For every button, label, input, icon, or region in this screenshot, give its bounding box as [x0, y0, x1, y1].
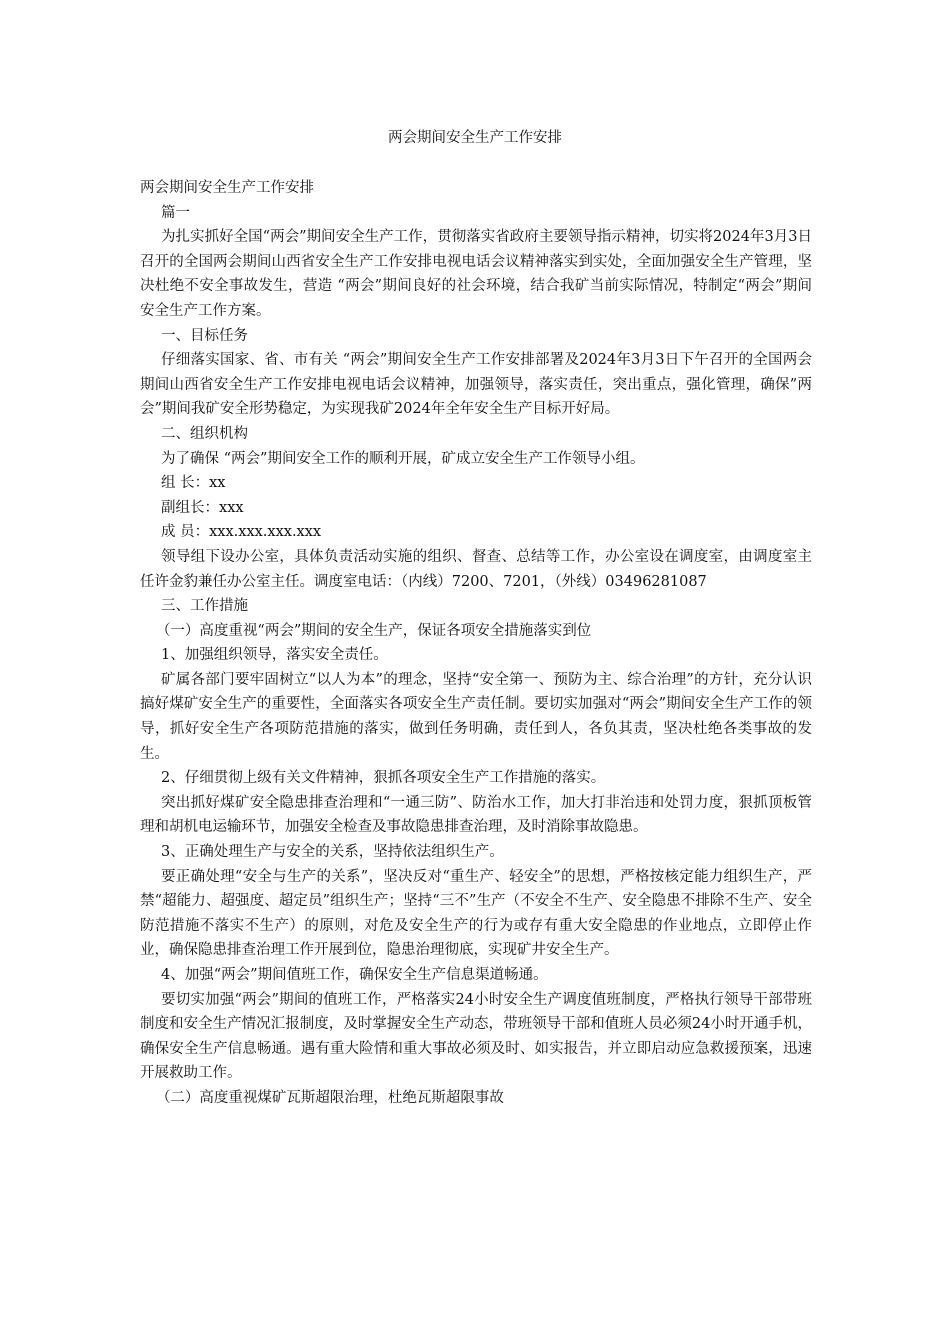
leader-line: 组 长：xx [161, 475, 226, 492]
section-heading: 三、工作措施 [161, 598, 249, 615]
deputy-leader-line: 副组长：xxx [161, 499, 244, 516]
numbered-item: 4、加强“两会”期间值班工作，确保安全生产信息渠道畅通。 [161, 967, 548, 983]
subsection-heading: （一）高度重视“两会”期间的安全生产，保证各项安全措施落实到位 [155, 622, 592, 639]
paragraph: 矿属各部门要牢固树立“以人为本”的理念，坚持“安全第一、预防为主、综合治理”的方针，充分认识搞好煤矿安全生产的重要性，全面落实各项安全生产责任制。要切实加强对“两会”期间安全生产工作的领导，抓好安全生产各项防范措施的落实，做到任务明确，责任到人，各负其责，坚决杜绝各类事故的发生。 [140, 671, 812, 762]
paragraph: 仔细落实国家、省、市有关 “两会”期间安全生产工作安排部署及2024年3月3日下午召开的全国两会期间山西省安全生产工作安排电视电话会议精神，加强领导，落实责任，突出重点，强化管理，确保”两会”期间我矿安全形势稳定，为实现我矿2024年全年安全生产目标开好局。 [140, 352, 812, 418]
paragraph: 要正确处理“安全与生产的关系”，坚决反对“重生产、轻安全”的思想，严格按核定能力组织生产，严禁“超能力、超强度、超定员”组织生产；坚持“三不”生产（不安全不生产、安全隐患不排除不生产、安全防范措施不落实不生产）的原则，对危及安全生产的行为或存有重大安全隐患的作业地点，立即停止作业，确保隐患排查治理工作开展到位，隐患治理彻底，实现矿井安全生产。 [140, 868, 812, 959]
paragraph: 突出抓好煤矿安全隐患排查治理和“一通三防”、防治水工作，加大打非治违和处罚力度，狠抓顶板管理和胡机电运输环节，加强安全检查及事故隐患排查治理，及时消除事故隐患。 [140, 794, 812, 836]
numbered-item: 3、正确处理生产与安全的关系，坚持依法组织生产。 [161, 844, 504, 861]
paragraph: 为了确保 “两会”期间安全工作的顺利开展，矿成立安全生产工作领导小组。 [161, 450, 645, 467]
members-line: 成 员：xxx.xxx.xxx.xxx [161, 524, 322, 541]
document-title: 两会期间安全生产工作安排 [388, 130, 562, 146]
subsection-heading: （二）高度重视煤矿瓦斯超限治理，杜绝瓦斯超限事故 [155, 1089, 504, 1106]
paragraph: 领导组下设办公室，具体负责活动实施的组织、督查、总结等工作，办公室设在调度室，由调度室主任许金豹兼任办公室主任。调度室电话：（内线）7200、7201，（外线）03496281087 [140, 548, 812, 590]
numbered-item: 1、加强组织领导，落实安全责任。 [161, 647, 388, 664]
section-heading: 两会期间安全生产工作安排 [140, 180, 314, 196]
paragraph: 要切实加强“两会”期间的值班工作，严格落实24小时安全生产调度值班制度，严格执行领导干部带班制度和安全生产情况汇报制度，及时掌握安全生产动态，带班领导干部和值班人员必须24小时开通手机，确保安全生产信息畅通。遇有重大险情和重大事故必须及时、如实报告，并立即启动应急救援预案，迅速开展救助工作。 [140, 991, 812, 1082]
document-body [140, 176, 812, 1111]
section-heading: 一、目标任务 [161, 327, 249, 344]
chapter-label: 篇一 [161, 204, 191, 221]
numbered-item: 2、仔细贯彻上级有关文件精神，狠抓各项安全生产工作措施的落实。 [161, 770, 606, 787]
paragraph: 为扎实抓好全国“两会”期间安全生产工作，贯彻落实省政府主要领导指示精神，切实将2024年3月3日召开的全国两会期间山西省安全生产工作安排电视电话会议精神落实到实处，全面加强安全生产管理，坚决杜绝不安全事故发生，营造 “两会”期间良好的社会环境，结合我矿当前实际情况，特制定“两会”期间安全生产工作方案。 [140, 229, 812, 319]
section-heading: 二、组织机构 [161, 425, 249, 442]
